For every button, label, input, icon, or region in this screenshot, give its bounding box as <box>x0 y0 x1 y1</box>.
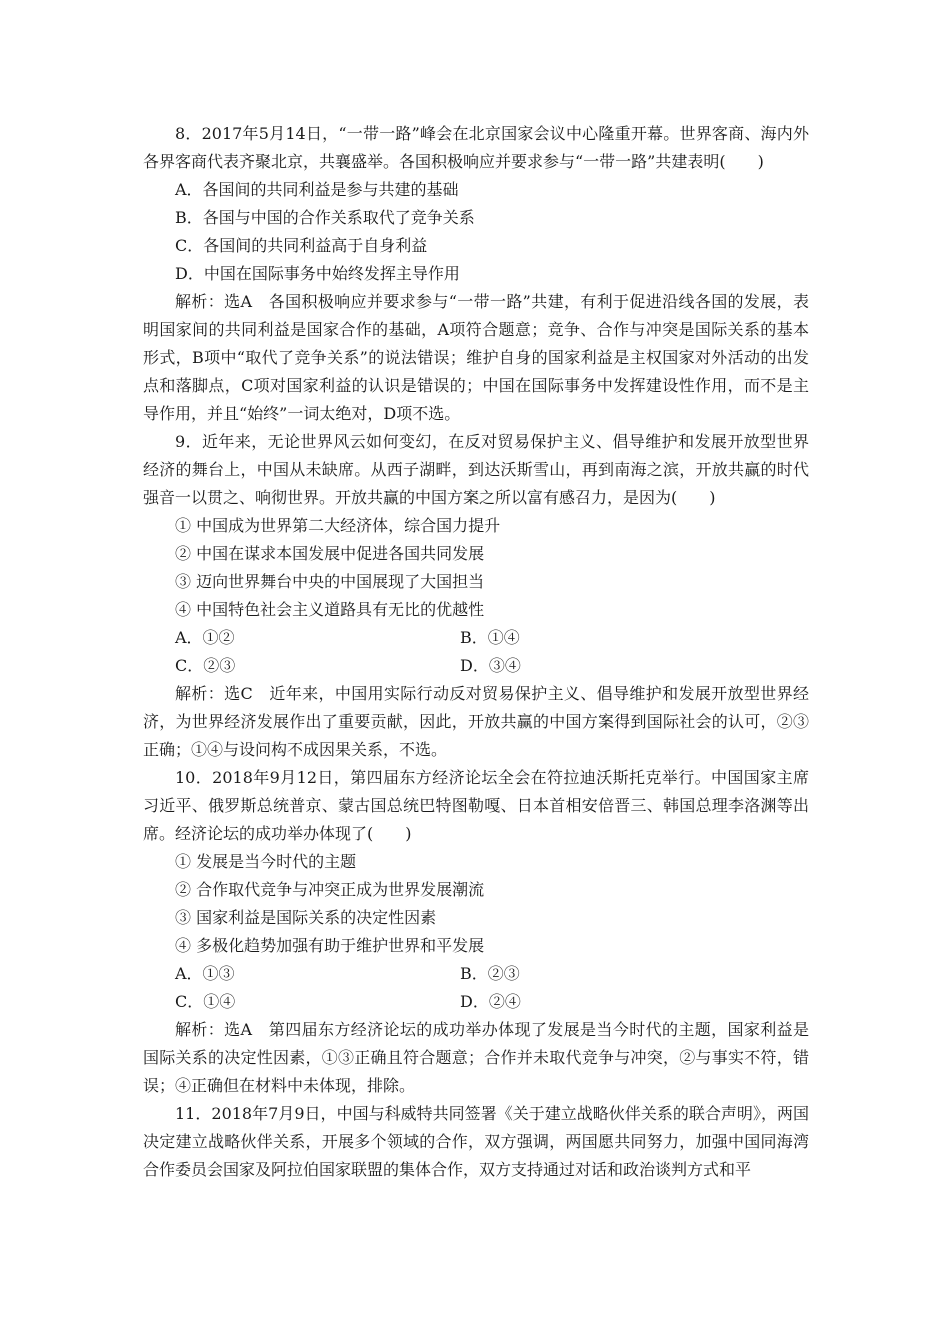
question-9-options-row-1 <box>143 624 809 652</box>
question-9-analysis: 解析：选C 近年来，中国用实际行动反对贸易保护主义、倡导维护和发展开放型世界经济，为世界经济发展作出了重要贡献，因此，开放共赢的中国方案得到国际社会的认可，②③正确；①④与设问构不成因果关系，不选。 <box>143 684 809 759</box>
question-10-options-row-2 <box>143 988 809 1016</box>
question-10-item-2: ② 合作取代竞争与冲突正成为世界发展潮流 <box>175 880 485 899</box>
question-9-stem: 9．近年来，无论世界风云如何变幻，在反对贸易保护主义、倡导维护和发展开放型世界经济的舞台上，中国从未缺席。从西子湖畔，到达沃斯雪山，再到南海之滨，开放共赢的时代强音一以贯之、响彻世界。开放共赢的中国方案之所以富有感召力，是因为( ) <box>143 432 809 507</box>
question-9-item-1: ① 中国成为世界第二大经济体，综合国力提升 <box>175 516 501 535</box>
document-body <box>143 120 809 1184</box>
question-8-analysis: 解析：选A 各国积极响应并要求参与“一带一路”共建，有利于促进沿线各国的发展，表明国家间的共同利益是国家合作的基础，A项符合题意；竞争、合作与冲突是国际关系的基本形式，B项中“取代了竞争关系”的说法错误；维护自身的国家利益是主权国家对外活动的出发点和落脚点，C项对国家利益的认识是错误的；中国在国际事务中发挥建设性作用，而不是主导作用，并且“始终”一词太绝对，D项不选。 <box>143 292 809 423</box>
question-9-option-c: C．②③ <box>175 656 236 675</box>
question-10-option-a: A．①③ <box>175 964 235 983</box>
question-11-stem: 11．2018年7月9日，中国与科威特共同签署《关于建立战略伙伴关系的联合声明》，两国决定建立战略伙伴关系，开展多个领域的合作，双方强调，两国愿共同努力，加强中国同海湾合作委员会国家及阿拉伯国家联盟的集体合作，双方支持通过对话和政治谈判方式和平 <box>143 1104 809 1179</box>
question-8-option-b: B．各国与中国的合作关系取代了竞争关系 <box>175 208 475 227</box>
question-8-stem: 8．2017年5月14日，“一带一路”峰会在北京国家会议中心隆重开幕。世界客商、海内外各界客商代表齐聚北京，共襄盛举。各国积极响应并要求参与“一带一路”共建表明( ) <box>143 124 809 171</box>
question-8-option-a: A．各国间的共同利益是参与共建的基础 <box>175 180 459 199</box>
question-10-item-3: ③ 国家利益是国际关系的决定性因素 <box>175 908 437 927</box>
question-9-item-3: ③ 迈向世界舞台中央的中国展现了大国担当 <box>175 572 485 591</box>
question-9-option-b: B．①④ <box>460 628 520 647</box>
question-8-option-c: C．各国间的共同利益高于自身利益 <box>175 236 428 255</box>
question-9-option-d: D．③④ <box>460 656 521 675</box>
question-8-option-d: D．中国在国际事务中始终发挥主导作用 <box>175 264 460 283</box>
question-10-option-c: C．①④ <box>175 992 236 1011</box>
question-10-options-row-1 <box>143 960 809 988</box>
question-9-options-row-2 <box>143 652 809 680</box>
question-10-option-b: B．②③ <box>460 964 520 983</box>
question-10-analysis: 解析：选A 第四届东方经济论坛的成功举办体现了发展是当今时代的主题，国家利益是国际关系的决定性因素，①③正确且符合题意；合作并未取代竞争与冲突，②与事实不符，错误；④正确但在材料中未体现，排除。 <box>143 1020 809 1095</box>
question-9-item-4: ④ 中国特色社会主义道路具有无比的优越性 <box>175 600 485 619</box>
question-10-stem: 10．2018年9月12日，第四届东方经济论坛全会在符拉迪沃斯托克举行。中国国家主席习近平、俄罗斯总统普京、蒙古国总统巴特图勒嘎、日本首相安倍晋三、韩国总理李洛渊等出席。经济论坛的成功举办体现了( ) <box>143 768 809 843</box>
question-10-option-d: D．②④ <box>460 992 521 1011</box>
question-9-option-a: A．①② <box>175 628 235 647</box>
question-10-item-4: ④ 多极化趋势加强有助于维护世界和平发展 <box>175 936 485 955</box>
question-9-item-2: ② 中国在谋求本国发展中促进各国共同发展 <box>175 544 485 563</box>
question-10-item-1: ① 发展是当今时代的主题 <box>175 852 357 871</box>
